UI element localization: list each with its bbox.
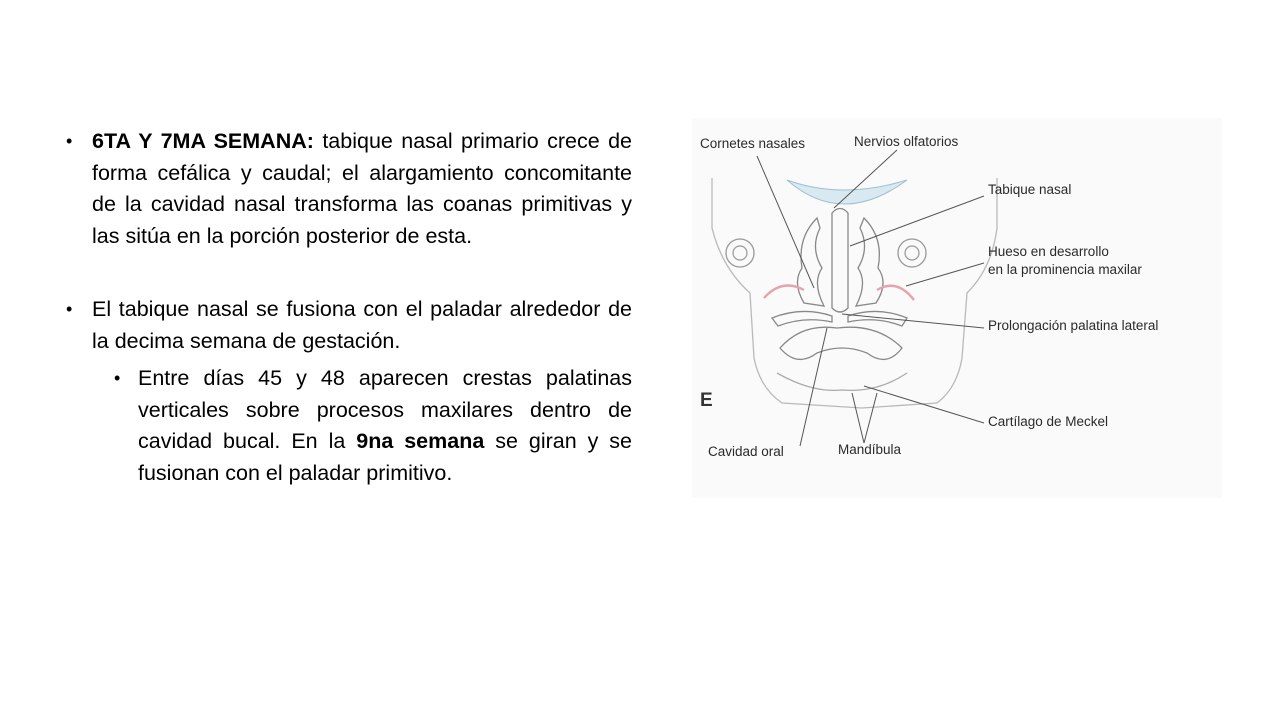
bullet-1-heading: 6TA Y 7MA SEMANA: (92, 129, 314, 153)
text-column (66, 126, 632, 489)
label-mandibula: Mandíbula (838, 442, 902, 457)
label-tabique-nasal: Tabique nasal (988, 182, 1072, 197)
figure-drawing (692, 118, 1222, 498)
label-cornetes-nasales: Cornetes nasales (700, 136, 806, 151)
bullet-dot: • (66, 299, 73, 319)
label-hueso-desarrollo-2: en la prominencia maxilar (988, 262, 1142, 277)
bullet-1-text: tabique nasal primario crece de forma cefálica y caudal; el alargamiento concomitante de la cavidad nasal transforma las coanas primitivas y las sitúa en la porción posterior de esta. (92, 129, 632, 248)
embryology-figure (692, 118, 1222, 498)
label-cavidad-oral: Cavidad oral (708, 444, 784, 459)
bullet-item-1 (66, 126, 632, 252)
label-prolongacion-palatina: Prolongación palatina lateral (988, 318, 1159, 333)
bullet-2-text: El tabique nasal se fusiona con el paladar alrededor de la decima semana de gestación. (92, 297, 632, 353)
sub-bullet-text-pre: Entre días 45 y 48 aparecen crestas palatinas verticales sobre procesos maxilares dentro de cavidad bucal. En la (138, 366, 632, 453)
sub-bullet-bold: 9na semana (356, 429, 485, 453)
sub-bullet-item (114, 363, 632, 489)
bullet-dot: • (114, 368, 121, 388)
bullet-item-2 (66, 294, 632, 357)
label-nervios-olfatorios: Nervios olfatorios (854, 134, 959, 149)
panel-letter: E (700, 390, 713, 411)
sub-bullet-text-post: se giran y se fusionan con el paladar primitivo. (138, 429, 632, 485)
label-hueso-desarrollo-1: Hueso en desarrollo (988, 244, 1109, 259)
label-cartilago-meckel: Cartílago de Meckel (988, 414, 1109, 429)
bullet-dot: • (66, 131, 73, 151)
